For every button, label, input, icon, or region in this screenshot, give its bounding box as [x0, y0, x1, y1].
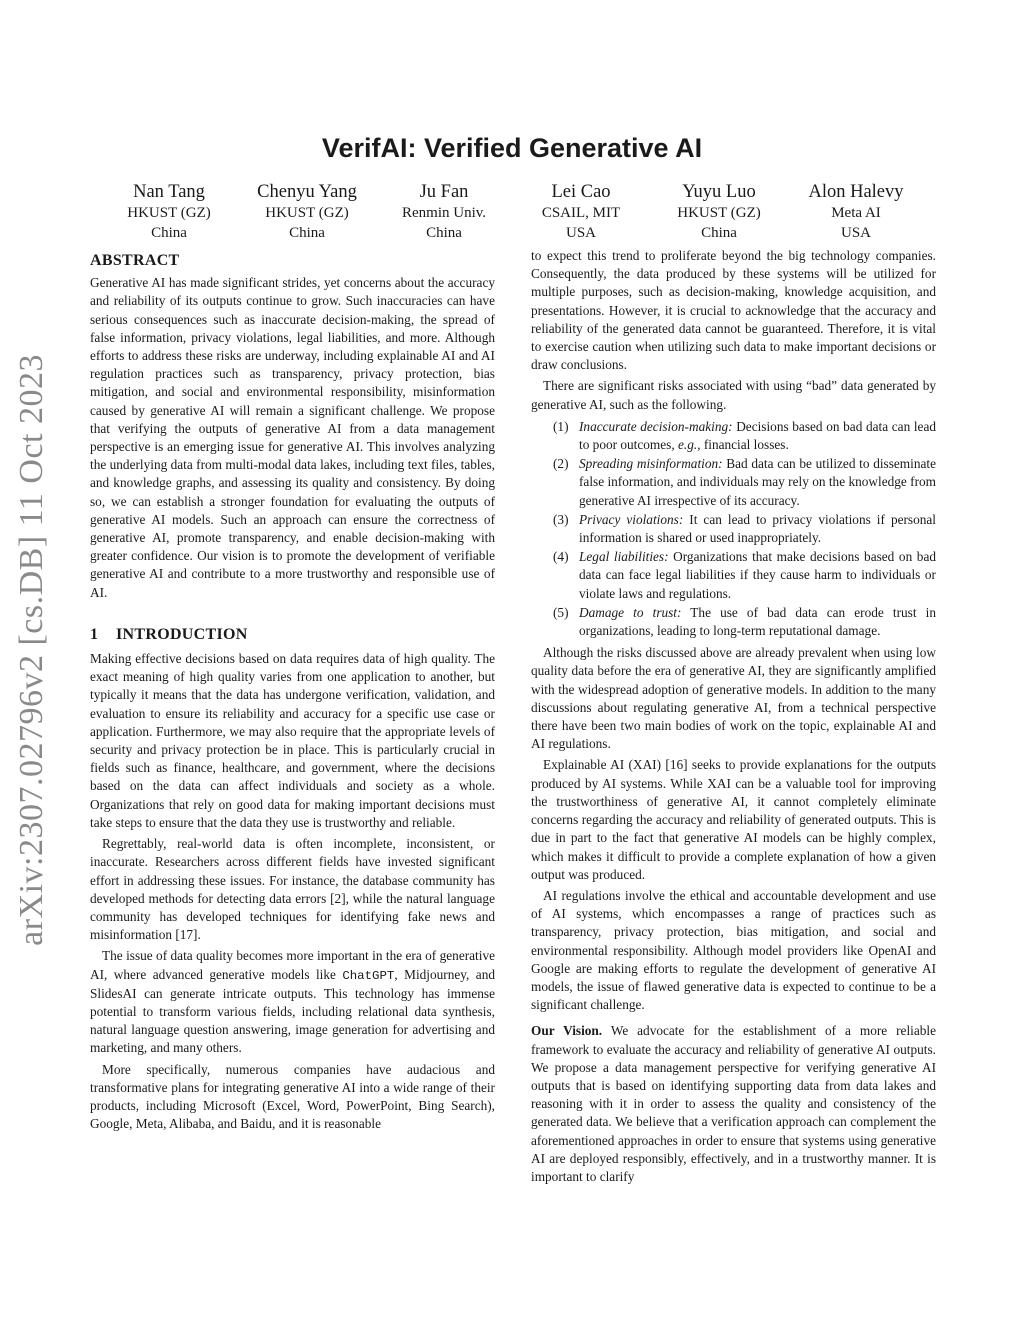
- right-column: [531, 247, 936, 1189]
- author-name: Lei Cao: [551, 182, 611, 202]
- author-name: Chenyu Yang: [257, 182, 357, 202]
- author-affiliation: Renmin Univ.: [401, 205, 487, 221]
- intro-paragraph-3: [90, 947, 495, 1057]
- author-affiliation: HKUST (GZ): [265, 205, 349, 221]
- intro-paragraph-4: More specifically, numerous companies have audacious and transformative plans for integrating generative AI into a wide range of their products, including Microsoft (Excel, Word, PowerPoint, Bing Search), Google, Meta, Alibaba, and Baidu, and it is reasonable: [90, 1061, 495, 1132]
- vision-paragraph: [531, 1022, 936, 1186]
- abstract-heading: ABSTRACT: [90, 252, 180, 269]
- vision-text: We advocate for the establishment of a more reliable framework to evaluate the accuracy and reliability of generative AI outputs. We propose a data management perspective for verifying generative AI outputs that is based on identifying supporting data from data lakes and reasoning with it in order to assess the quality and consistency of the generated data. We believe that a verification approach can complement the aforementioned approaches in order to ensure that systems using generative AI are deployed responsibly, effectively, and in a trustworthy manner. It is important to clarify: [531, 1023, 936, 1184]
- risk-tail: , financial losses.: [697, 437, 789, 453]
- risk-number: (2): [553, 456, 569, 472]
- author-affiliation: Meta AI: [831, 205, 881, 221]
- risk-term: Damage to trust:: [579, 604, 682, 620]
- author-5: [644, 181, 794, 243]
- section-title: INTRODUCTION: [116, 625, 248, 643]
- risk-number: (1): [553, 418, 569, 434]
- author-1: [94, 181, 244, 243]
- risk-item: [553, 604, 936, 640]
- right-paragraph-3: Although the risks discussed above are already prevalent when using low quality data before the era of generative AI, they are significantly amplified with the widespread adoption of generative models. In addition to the many discussions about regulating generative AI, from a technical perspective there have been two main bodies of work on the topic, explainable AI and AI regulations.: [531, 645, 936, 752]
- author-affiliation: CSAIL, MIT: [541, 205, 621, 221]
- risk-item: [553, 511, 936, 547]
- author-affiliation: HKUST (GZ): [677, 205, 761, 221]
- author-3: [369, 181, 519, 243]
- author-country: USA: [565, 225, 596, 241]
- author-2: [232, 181, 382, 243]
- risk-text: It can lead to privacy violations if personal information is shared or used inappropriately.: [579, 511, 936, 546]
- intro-paragraph-1: Making effective decisions based on data requires data of high quality. The exact meaning of high quality varies from one application to another, but typically it means that the data has undergone verification, validation, and evaluation to ensure its reliability and accuracy for a specific use case or application. Furthermore, we may also require that the appropriate levels of security and privacy protection be in place. This is particularly crucial in fields such as finance, healthcare, and government, where the decisions based on the data can affect individuals and society as a whole. Organizations that rely on good data for making important decisions must take steps to ensure that the data they use is trustworthy and reliable.: [90, 651, 495, 830]
- risk-text: The use of bad data can erode trust in organizations, leading to long-term reputational damage.: [579, 604, 936, 639]
- vision-label: Our Vision.: [531, 1023, 603, 1039]
- right-paragraph-4: Explainable AI (XAI) [16] seeks to provide explanations for the outputs produced by AI systems. While XAI can be a valuable tool for improving the trustworthiness of generative AI, it cannot completely eliminate concerns regarding the accuracy and reliability of generated outputs. This is due in part to the fact that generative AI models can be highly complex, which makes it difficult to provide a complete explanation of how a given output was produced.: [531, 757, 936, 882]
- intro-paragraph-2: Regrettably, real-world data is often incomplete, inconsistent, or inaccurate. Researchers across different fields have invested significant effort in addressing these issues. For instance, the database community has developed methods for detecting data errors [2], while the natural language community has developed techniques for identifying fake news and misinformation [17].: [90, 836, 495, 943]
- arxiv-stamp: [10, 355, 54, 945]
- author-country: China: [701, 225, 737, 241]
- risk-item: [553, 418, 937, 454]
- risk-term: Legal liabilities:: [579, 549, 669, 565]
- author-affiliation: HKUST (GZ): [127, 205, 211, 221]
- author-name: Ju Fan: [419, 182, 469, 202]
- author-name: Yuyu Luo: [682, 182, 756, 202]
- author-name: Nan Tang: [133, 182, 205, 202]
- risk-term: Inaccurate decision-making:: [579, 418, 733, 434]
- risk-list: [531, 418, 936, 640]
- author-name: Alon Halevy: [808, 182, 904, 202]
- left-column: [90, 252, 495, 1136]
- risk-item: [553, 548, 937, 603]
- risk-term: Spreading misinformation:: [579, 456, 723, 472]
- risk-text: Bad data can be utilized to disseminate false information, and individuals may rely on the knowledge from generative AI irrespective of its accuracy.: [579, 456, 936, 508]
- author-country: China: [426, 225, 462, 241]
- author-4: [506, 181, 656, 243]
- risk-number: (5): [553, 604, 569, 620]
- author-country: USA: [840, 225, 871, 241]
- risk-text: Decisions based on bad data can lead to poor outcomes,: [579, 418, 937, 453]
- risk-number: (4): [553, 549, 569, 565]
- risk-number: (3): [553, 511, 569, 527]
- right-paragraph-5: AI regulations involve the ethical and accountable development and use of AI systems, which encompasses a range of practices such as transparency, privacy protection, bias mitigation, and social and environmental responsibility. Although model providers like OpenAI and Google are making efforts to regulate the development of generative AI models, the issue of flawed generative data is expected to continue to be a significant challenge.: [531, 887, 936, 1013]
- risk-text: Organizations that make decisions based on bad data can face legal liabilities if they cause harm to individuals or violate laws and regulations.: [579, 549, 937, 601]
- section-number: 1: [90, 625, 99, 643]
- author-6: [781, 181, 931, 243]
- risk-term: Privacy violations:: [579, 511, 684, 527]
- author-country: China: [151, 225, 187, 241]
- arxiv-stamp-text: arXiv:2307.02796v2 [cs.DB] 11 Oct 2023: [13, 354, 50, 946]
- text-run: , Midjourney, and SlidesAI can generate intricate outputs. This technology has immense potential to transform various fields, including relational data synthesis, natural language question answering, image generation for advertising and marketing, and many others.: [90, 966, 495, 1056]
- paper-title: VerifAI: Verified Generative AI: [321, 133, 703, 163]
- code-chatgpt: ChatGPT: [342, 968, 395, 983]
- author-country: China: [289, 225, 325, 241]
- risk-eg: e.g.: [677, 437, 698, 453]
- right-paragraph-1: to expect this trend to proliferate beyond the big technology companies. Consequently, the data produced by these systems will be utilized for multiple purposes, such as decision-making, knowledge acquisition, and presentations. However, it is crucial to acknowledge that the accuracy and reliability of the generated data cannot be guaranteed. Therefore, it is vital to exercise caution when utilizing such data to make important decisions or draw conclusions.: [531, 248, 936, 373]
- abstract-text: Generative AI has made significant strides, yet concerns about the accuracy and reliability of its outputs continue to grow. Such inaccuracies can have serious consequences such as inaccurate decision-making, the spread of false information, privacy violations, legal liabilities, and more. Although efforts to address these risks are underway, including explainable AI and AI regulation practices such as transparency, privacy protection, bias mitigation, and social and environmental responsibility, misinformation caused by generative AI will remain a significant challenge. We propose that verifying the outputs of generative AI from a data management perspective is an emerging issue for generative AI. This involves analyzing the underlying data from multi-modal data lakes, including text files, tables, and knowledge graphs, and assessing its quality and consistency. By doing so, we can establish a stronger foundation for evaluating the outputs of generative AI models. Such an approach can ensure the correctness of generative AI, promote transparency, and enable decision-making with greater confidence. Our vision is to promote the development of verifiable generative AI and contribute to a more trustworthy and responsible use of AI.: [90, 275, 495, 600]
- right-paragraph-2: There are significant risks associated with using “bad” data generated by generative AI, such as the following.: [531, 378, 936, 412]
- text-run: The issue of data quality becomes more important in the era of generative AI, where advanced generative models like: [90, 948, 495, 982]
- intro-heading: [90, 626, 495, 644]
- risk-item: [553, 455, 936, 510]
